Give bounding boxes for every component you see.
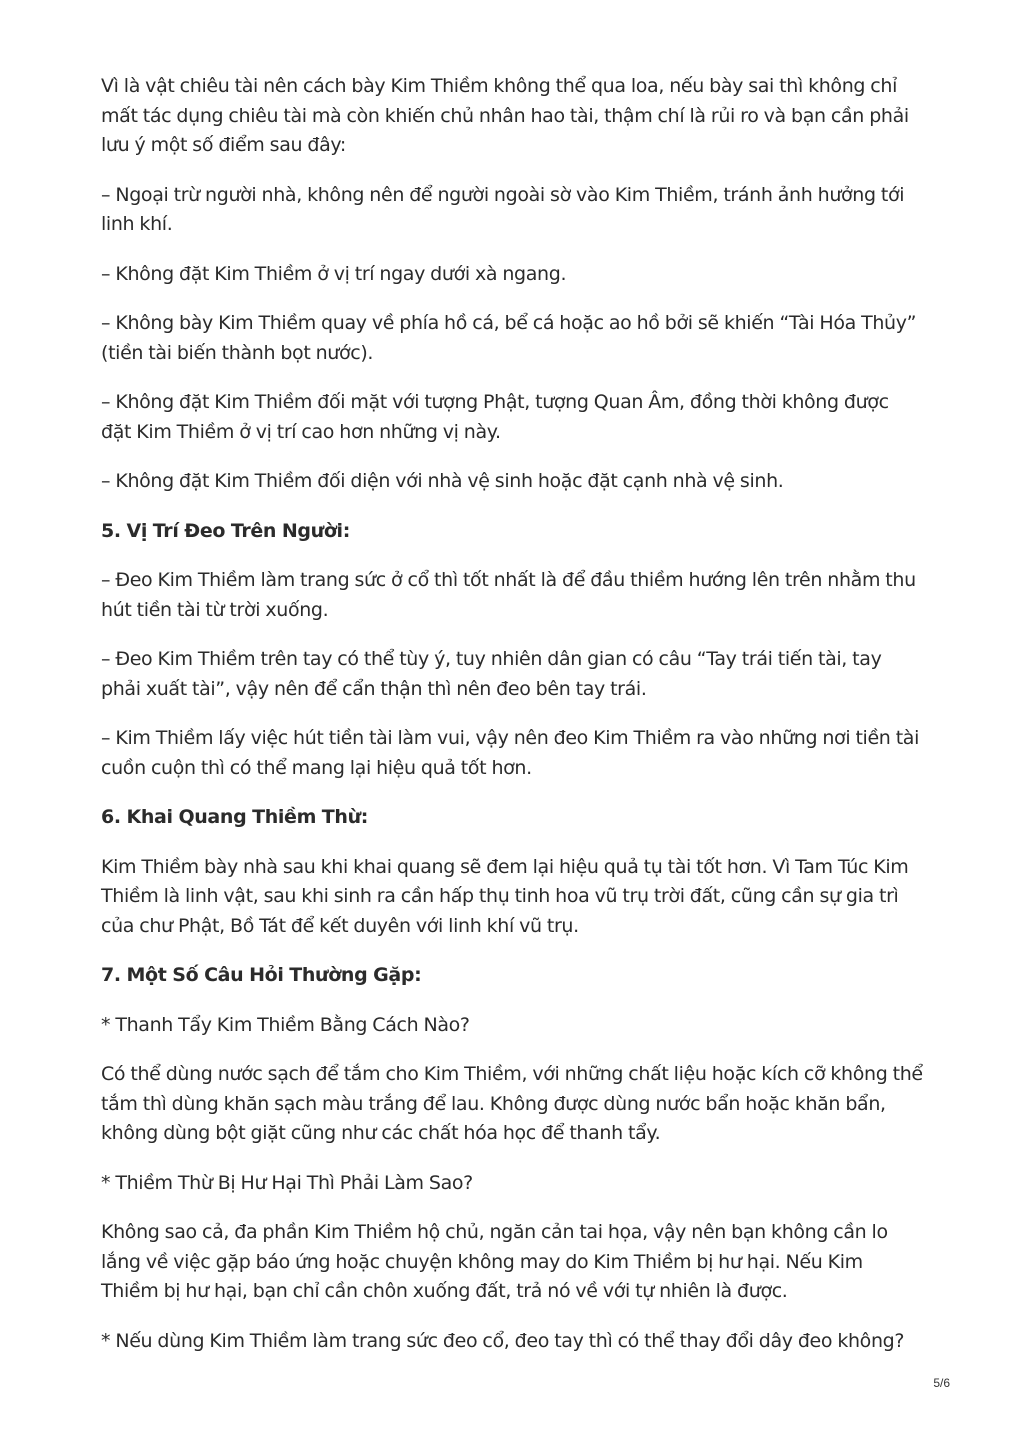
section-heading-5: 5. Vị Trí Đeo Trên Người: — [101, 519, 350, 542]
list-item: – Đeo Kim Thiềm trên tay có thể tùy ý, tuy nhiên dân gian có câu “Tay trái tiến tài, tay phải xuất tài”, vậy nên để cẩn thận thì nên đeo bên tay trái. — [101, 648, 882, 700]
list-item: – Kim Thiềm lấy việc hút tiền tài làm vui, vậy nên đeo Kim Thiềm ra vào những nơi tiền tài cuồn cuộn thì có thể mang lại hiệu quả tốt hơn. — [101, 727, 920, 779]
faq-question: * Nếu dùng Kim Thiềm làm trang sức đeo cổ, đeo tay thì có thể thay đổi dây đeo không? — [101, 1329, 905, 1352]
document-body — [101, 72, 923, 1376]
faq-question: * Thanh Tẩy Kim Thiềm Bằng Cách Nào? — [101, 1013, 470, 1036]
faq-answer: Không sao cả, đa phần Kim Thiềm hộ chủ, ngăn cản tai họa, vậy nên bạn không cần lo lắng về việc gặp báo ứng hoặc chuyện không may do Kim Thiềm bị hư hại. Nếu Kim Thiềm bị hư hại, bạn chỉ cần chôn xuống đất, trả nó về với tự nhiên là được. — [101, 1221, 888, 1302]
list-item: – Không đặt Kim Thiềm đối mặt với tượng Phật, tượng Quan Âm, đồng thời không được đặt Kim Thiềm ở vị trí cao hơn những vị này. — [101, 391, 889, 443]
list-item: – Không đặt Kim Thiềm ở vị trí ngay dưới xà ngang. — [101, 262, 567, 285]
list-item: – Không đặt Kim Thiềm đối diện với nhà vệ sinh hoặc đặt cạnh nhà vệ sinh. — [101, 470, 784, 492]
section-heading-7: 7. Một Số Câu Hỏi Thường Gặp: — [101, 964, 422, 986]
intro-paragraph: Vì là vật chiêu tài nên cách bày Kim Thiềm không thể qua loa, nếu bày sai thì không chỉ mất tác dụng chiêu tài mà còn khiến chủ nhân hao tài, thậm chí là rủi ro và bạn cần phải lưu ý một số điểm sau đây: — [101, 75, 909, 156]
list-item: – Không bày Kim Thiềm quay về phía hồ cá, bể cá hoặc ao hồ bởi sẽ khiến “Tài Hóa Thủy” (tiền tài biến thành bọt nước). — [101, 312, 917, 364]
body-paragraph: Kim Thiềm bày nhà sau khi khai quang sẽ đem lại hiệu quả tụ tài tốt hơn. Vì Tam Túc Kim Thiềm là linh vật, sau khi sinh ra cần hấp thụ tinh hoa vũ trụ trời đất, cũng cần sự gia trì của chư Phật, Bồ Tát để kết duyên với linh khí vũ trụ. — [101, 855, 909, 937]
list-item: – Đeo Kim Thiềm làm trang sức ở cổ thì tốt nhất là để đầu thiềm hướng lên trên nhằm thu hút tiền tài từ trời xuống. — [101, 569, 916, 621]
faq-question: * Thiềm Thừ Bị Hư Hại Thì Phải Làm Sao? — [101, 1171, 473, 1194]
faq-answer: Có thể dùng nước sạch để tắm cho Kim Thiềm, với những chất liệu hoặc kích cỡ không thể tắm thì dùng khăn sạch màu trắng để lau. Không được dùng nước bẩn hoặc khăn bẩn, không dùng bột giặt cũng như các chất hóa học để thanh tẩy. — [101, 1063, 923, 1144]
page-number: 5/6 — [933, 1376, 950, 1390]
section-heading-6: 6. Khai Quang Thiềm Thừ: — [101, 806, 369, 828]
list-item: – Ngoại trừ người nhà, không nên để người ngoài sờ vào Kim Thiềm, tránh ảnh hưởng tới linh khí. — [101, 183, 905, 235]
